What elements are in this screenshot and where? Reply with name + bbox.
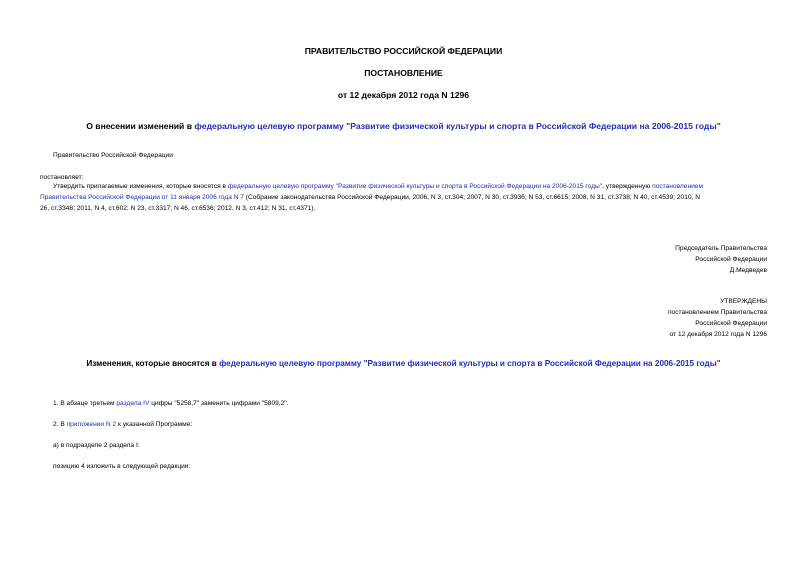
changes-program-link[interactable]: федеральную целевую программу "Развитие физической культуры и спорта в Российской Федерации на 2006-2015 годы" — [219, 359, 721, 368]
para1-text-a: Утвердить прилагаемые изменения, которые вносятся в — [53, 183, 228, 190]
approved-country: Российской Федерации — [695, 320, 767, 327]
program-link-inline[interactable]: федеральную целевую программу "Развитие физической культуры и спорта в Российской Федерации на 2006-2015 годы" — [227, 183, 603, 190]
approved-date: от 12 декабря 2012 года N 1296 — [669, 331, 767, 338]
paragraph-1-line-2 — [40, 192, 700, 204]
signature-country: Российской Федерации — [695, 256, 767, 263]
item-2 — [53, 419, 192, 431]
changes-title — [0, 359, 807, 368]
changes-title-prefix: Изменения, которые вносятся в — [86, 359, 220, 368]
resolves-line: постановляет: — [40, 174, 84, 181]
decree-link-a[interactable]: постановлением — [652, 183, 703, 190]
para1-text-c: (Собрание законодательства Российской Федерации, 2006, N 3, ст.304; 2007, N 30, ст.3936; N 53, ст.6615; 2008, N 31, ст.3738; N 40, ст.4539; 2010, N — [243, 194, 700, 201]
approved-heading: УТВЕРЖДЕНЫ — [720, 298, 767, 305]
paragraph-1-line-3: 26, ст.3348; 2011, N 4, ст.602; N 23, ст.3317; N 46, ст.6536; 2012, N 3, ст.412; N 31, ст.4371). — [40, 205, 316, 212]
section-iv-link[interactable]: раздела IV — [116, 400, 150, 407]
signature-name: Д.Медведев — [729, 267, 767, 274]
resolution-title — [0, 121, 807, 131]
date-heading: от 12 декабря 2012 года N 1296 — [337, 90, 470, 100]
doc-type-heading: ПОСТАНОВЛЕНИЕ — [364, 68, 443, 78]
item-1-text-b: цифры "5258,7" заменить цифрами "5809,2". — [149, 400, 289, 407]
item-1 — [53, 398, 288, 410]
decree-link-b[interactable]: Правительства Российской Федерации от 11 января 2006 года N 7 — [40, 194, 244, 201]
item-1-text-a: 1. В абзаце третьем — [53, 400, 117, 407]
item-a: а) в подразделе 2 раздела I: — [53, 442, 140, 449]
title-prefix: О внесении изменений в — [86, 121, 195, 131]
item-2-text-a: 2. В — [53, 421, 67, 428]
program-link[interactable]: федеральную целевую программу "Развитие физической культуры и спорта в Российской Федерации на 2006-2015 годы" — [194, 121, 721, 131]
para1-text-b: , утвержденную — [602, 183, 653, 190]
appendix-2-link[interactable]: приложении N 2 — [66, 421, 117, 428]
signature-position: Председатель Правительства — [675, 245, 767, 252]
government-line: Правительство Российской Федерации — [53, 152, 173, 159]
paragraph-1-line-1 — [53, 181, 703, 193]
org-heading: ПРАВИТЕЛЬСТВО РОССИЙСКОЙ ФЕДЕРАЦИИ — [304, 46, 503, 56]
item-position-4: позицию 4 изложить в следующей редакции: — [53, 463, 191, 470]
approved-by: постановлением Правительства — [667, 309, 767, 316]
item-2-text-b: к указанной Программе: — [116, 421, 193, 428]
